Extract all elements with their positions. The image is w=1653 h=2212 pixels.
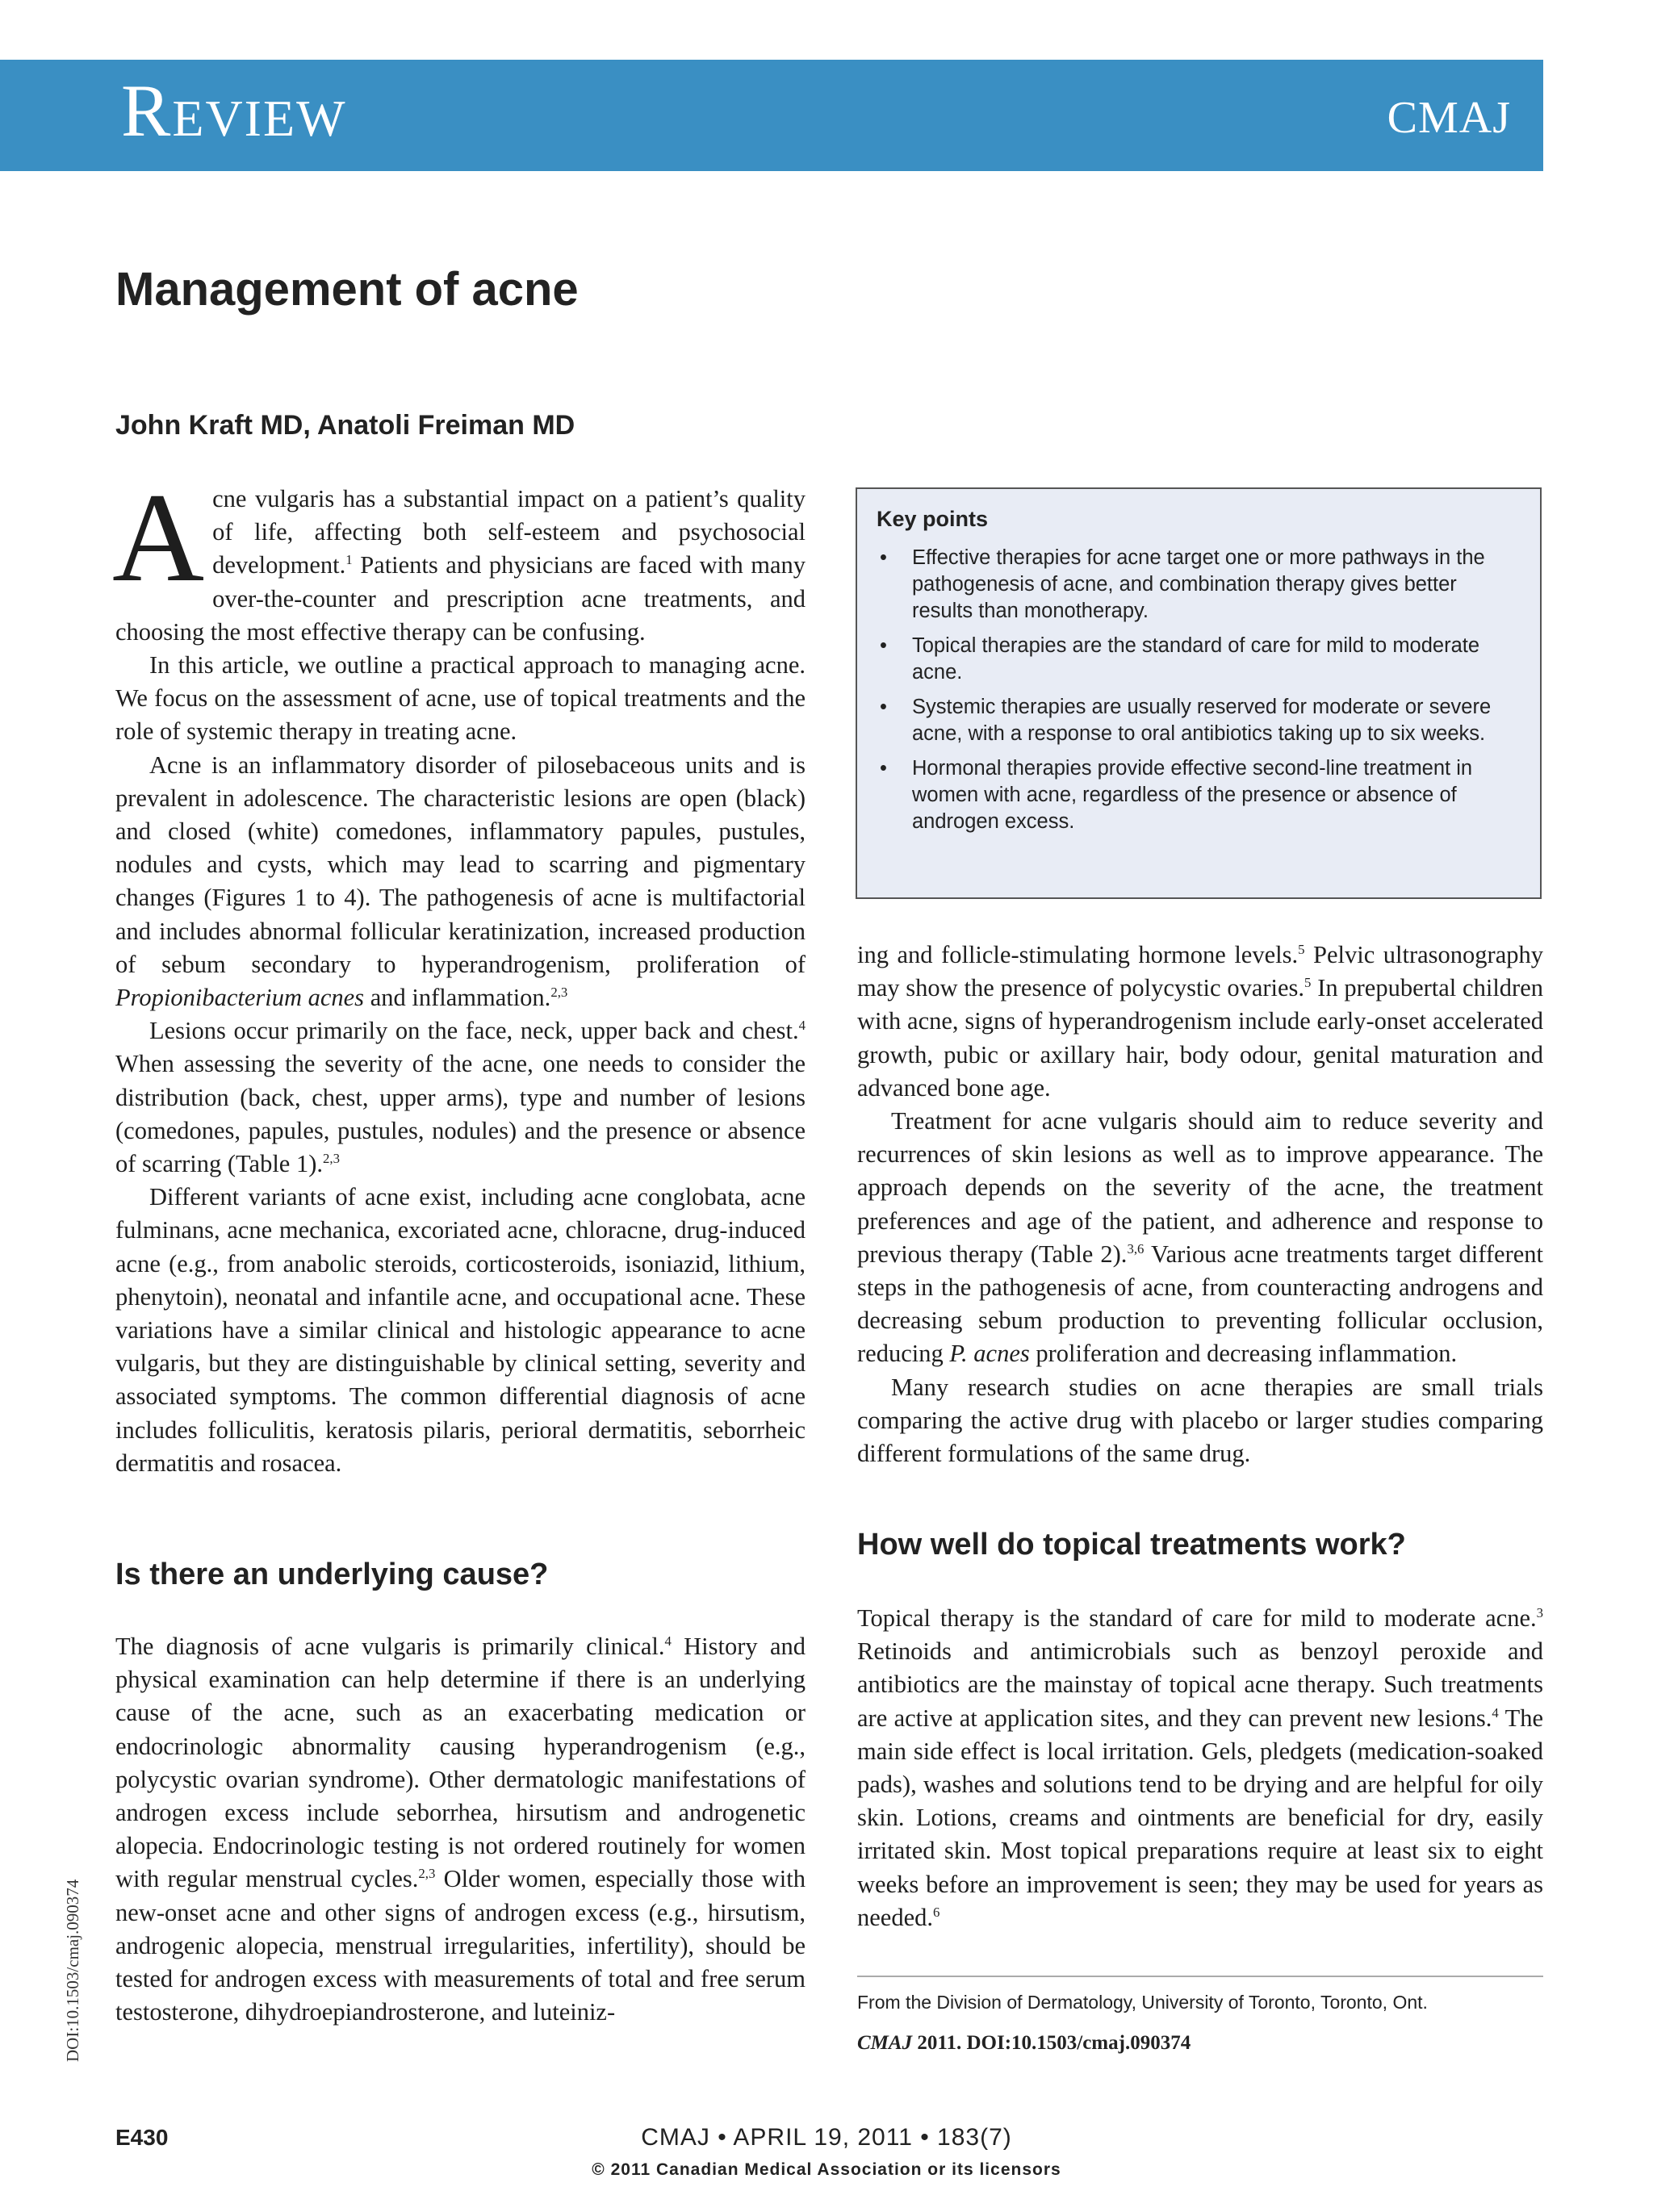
key-points-list — [877, 545, 1521, 835]
bullet-icon: • — [880, 757, 887, 780]
key-points-box — [856, 487, 1542, 899]
right-column-text — [857, 939, 1543, 1470]
paragraph-intro: Acne vulgaris has a substantial impact on a patient’s quality of life, affecting both self-esteem and psychosocial development.$^1$ Patients and physicians are faced with many over-the-counter and prescription acne treatments, and choosing the most effective therapy can be confusing. — [112, 467, 806, 646]
article-citation: CMAJ 2011. DOI:10.1503/cmaj.090374 — [857, 2032, 1191, 2054]
reference-mark: 4 — [798, 1018, 806, 1034]
section-heading-topical-treatments: How well do topical treatments work? — [857, 1528, 1406, 1562]
paragraph: Many research studies on acne therapies are small trials comparing the active drug with placebo or larger studies comparing different formulations of the same drug. — [857, 1373, 1543, 1468]
paragraph: In this article, we outline a practical approach to managing acne. We focus on the assessment of acne, use of topical treatments and the role of systemic therapy in treating acne. — [115, 651, 806, 746]
list-item: • Effective therapies for acne target one or more pathways in the pathogenesis of acne, and combination therapy gives better results than monotherapy. — [880, 546, 1485, 622]
right-column-topical — [857, 1602, 1543, 1934]
paragraph: The diagnosis of acne vulgaris is primarily clinical.$^4$ History and physical examination can help determine if there is an underlying cause of the acne, such as an exacerbating medication or endocrinologic abnormality causing hyperandrogenism (e.g., polycystic ovarian syndrome). Other dermatologic manifestations of androgen excess include seborrhea, hirsutism and androgenetic alopecia. Endocrinologic testing is not ordered routinely for women with regular menstrual cycles.$^{2,3}$ Older women, especially those with new-onset acne and other signs of androgen excess (e.g., hirsutism, androgenic alopecia, menstrual irregularities, infertility), should be tested for androgen excess with measurements of total and free serum testosterone, dihydroepiandrosterone, and luteiniz- — [115, 1633, 806, 2026]
reference-mark: 6 — [933, 1904, 940, 1920]
list-item: • Systemic therapies are usually reserved for moderate or severe acne, with a response to oral antibiotics taking up to six weeks. — [880, 696, 1492, 745]
list-item: • Topical therapies are the standard of care for mild to moderate acne. — [880, 634, 1480, 684]
reference-mark: 4 — [1492, 1704, 1499, 1721]
journal-logo: CMAJ — [1387, 93, 1511, 143]
page-number: E430 — [115, 2125, 169, 2150]
paragraph: Different variants of acne exist, including acne conglobata, acne fulminans, acne mechanica, excoriated acne, chloracne, drug-induced acne (e.g., from anabolic steroids, corticosteroids, isoniazid, lithium, phenytoin), neonatal and infantile acne, and occupational acne. These variations have a similar clinical and histologic appearance to acne vulgaris, but they are distinguishable by clinical setting, severity and associated symptoms. The common differential diagnosis of acne includes folliculitis, keratosis pilaris, perioral dermatitis, seborrheic dermatitis and rosacea. — [115, 1183, 806, 1477]
section-label: Review — [121, 69, 347, 152]
reference-mark: 2,3 — [323, 1150, 340, 1166]
list-item: • Hormonal therapies provide effective second-line treatment in women with acne, regardless of the presence or absence of androgen excess. — [880, 757, 1473, 833]
reference-mark: 3 — [1536, 1604, 1543, 1620]
left-column-cause — [115, 1630, 806, 2029]
paragraph: ing and follicle-stimulating hormone levels.$^5$ Pelvic ultrasonography may show the presence of polycystic ovaries.$^5$ In prepubertal children with acne, signs of hyperandrogenism include early-onset accelerated growth, pubic or axillary hair, body odour, genital maturation and advanced bone age. — [857, 941, 1543, 1102]
side-doi: DOI:10.1503/cmaj.090374 — [63, 1879, 82, 2062]
author-affiliation: From the Division of Dermatology, University of Toronto, Toronto, Ont. — [857, 1992, 1428, 2013]
bullet-icon: • — [880, 634, 887, 657]
key-points-title: Key points — [877, 507, 989, 531]
reference-mark: 5 — [1304, 975, 1312, 991]
reference-mark: 2,3 — [418, 1866, 436, 1882]
affiliation-divider — [857, 1976, 1543, 1977]
paragraph: Lesions occur primarily on the face, neck, upper back and chest.$^4$ When assessing the severity of the acne, one needs to consider the distribution (back, chest, upper arms), type and number of lesions (comedones, papules, pustules, nodules) and the presence or absence of scarring (Table 1).$^{2,3}$ — [115, 1017, 806, 1178]
reference-mark: 4 — [664, 1633, 672, 1649]
section-heading-underlying-cause: Is there an underlying cause? — [115, 1558, 549, 1591]
left-column-intro — [112, 467, 806, 1480]
paragraph: Acne is an inflammatory disorder of pilosebaceous units and is prevalent in adolescence. The characteristic lesions are open (black) and closed (white) comedones, inflammatory papules, pustules, nodules and cysts, which may lead to scarring and pigmentary changes (Figures 1 to 4). The pathogenesis of acne is multifactorial and includes abnormal follicular keratinization, increased production of sebum secondary to hyperandrogenism, proliferation of Propionibacterium acnes and inflammation.$^{2,3}$ — [115, 751, 806, 1012]
article-title: Management of acne — [115, 263, 579, 316]
reference-mark: 5 — [1298, 941, 1305, 957]
reference-mark: 2,3 — [550, 984, 568, 1000]
bullet-icon: • — [880, 546, 887, 569]
article-authors: John Kraft MD, Anatoli Freiman MD — [115, 410, 575, 441]
footer-issue: CMAJ • APRIL 19, 2011 • 183(7) — [641, 2124, 1012, 2151]
section-banner — [0, 60, 1543, 171]
paragraph: Treatment for acne vulgaris should aim to reduce severity and recurrences of skin lesions as well as to improve appearance. The approach depends on the severity of the acne, the treatment preferences and age of the patient, and adherence and response to previous therapy (Table 2).$^{3,6}$ Various acne treatments target different steps in the pathogenesis of acne, from counteracting androgens and decreasing sebum production to preventing follicular occlusion, reducing P. acnes proliferation and decreasing inflammation. — [857, 1107, 1543, 1368]
drop-cap: A — [112, 467, 205, 608]
reference-mark: 3,6 — [1127, 1240, 1145, 1257]
bullet-icon: • — [880, 696, 887, 718]
footer-copyright: © 2011 Canadian Medical Association or its licensors — [592, 2160, 1061, 2179]
reference-mark: 1 — [345, 552, 353, 568]
paragraph: Topical therapy is the standard of care for mild to moderate acne.$^3$ Retinoids and antimicrobials such as benzoyl peroxide and antibiotics are the mainstay of topical acne therapy. Such treatments are active at application sites, and they can prevent new lesions.$^4$ The main side effect is local irritation. Gels, pledgets (medication-soaked pads), washes and solutions tend to be drying and are helpful for oily skin. Lotions, creams and ointments are beneficial for dry, easily irritated skin. Most topical preparations require at least six to eight weeks before an improvement is seen; they may be used for years as needed.$^6$ — [857, 1604, 1543, 1931]
